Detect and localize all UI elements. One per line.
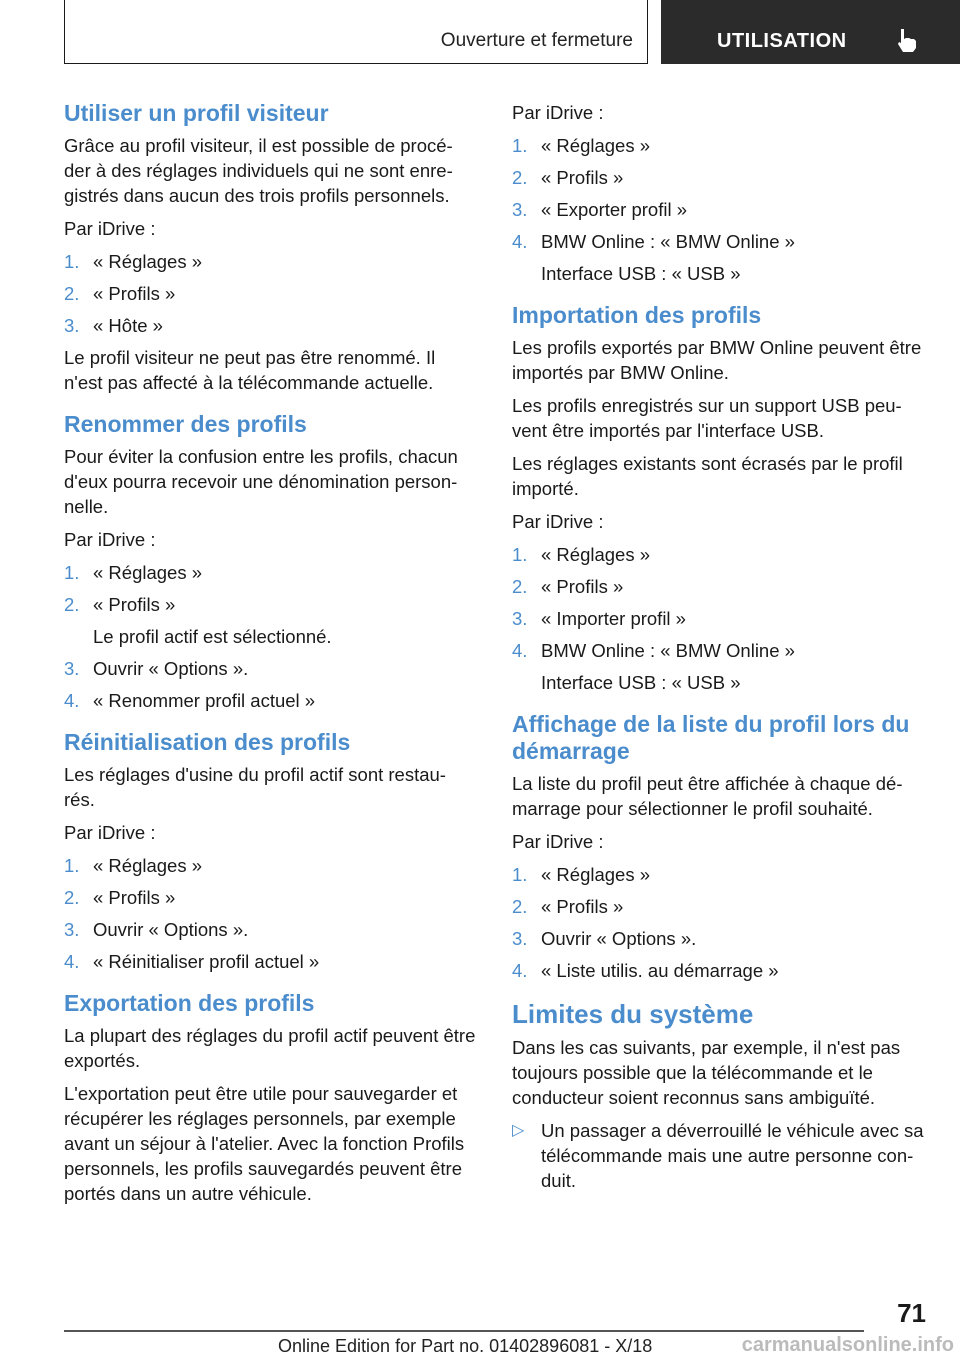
section-heading: Affichage de la liste du profil lors du démarrage: [512, 711, 910, 764]
step-item: [512, 862, 928, 887]
step-item: [512, 165, 928, 190]
paragraph: Le profil visiteur ne peut pas être renommé. Il n'est pas affecté à la télécommande actuelle.: [64, 347, 436, 393]
step-text: Ouvrir « Options ».: [93, 658, 249, 679]
paragraph: La plupart des réglages du profil actif peuvent être exportés.: [64, 1025, 476, 1071]
header-chapter-box: [661, 0, 960, 64]
right-column: [512, 100, 928, 1209]
paragraph: Par iDrive :: [512, 511, 604, 532]
step-number: 1.: [64, 855, 80, 876]
step-item: [512, 574, 928, 599]
step-item: [64, 917, 476, 942]
step-text: « Profils »: [541, 167, 624, 188]
bullet-text: Un passager a déverrouillé le véhicule avec sa télécommande mais une autre personne con-duit.: [541, 1120, 924, 1191]
section-heading: Renommer des profils: [64, 411, 307, 437]
step-number: 3.: [64, 658, 80, 679]
footer-rule: [64, 1330, 864, 1332]
section-heading: Importation des profils: [512, 302, 762, 328]
step-item: [64, 688, 476, 713]
step-text: « Renommer profil actuel »: [93, 690, 316, 711]
step-item: [512, 606, 928, 631]
step-item: [512, 229, 928, 254]
step-number: 2.: [512, 576, 528, 597]
step-item: [512, 197, 928, 222]
steps-list: [64, 560, 476, 713]
step-number: 4.: [512, 960, 528, 981]
section: [64, 990, 476, 1206]
paragraph: Les profils exportés par BMW Online peuvent être importés par BMW Online.: [512, 337, 922, 383]
step-text: « Profils »: [93, 594, 176, 615]
step-item: [64, 249, 476, 274]
section-heading: Exportation des profils: [64, 990, 315, 1016]
step-number: 4.: [512, 231, 528, 252]
step-subtext: Le profil actif est sélectionné.: [93, 626, 332, 647]
steps-list: [64, 853, 476, 974]
page-number: 71: [897, 1298, 926, 1328]
paragraph: Par iDrive :: [512, 831, 604, 852]
step-number: 3.: [64, 919, 80, 940]
step-item: [64, 592, 476, 617]
paragraph: Grâce au profil visiteur, il est possible de procé-der à des réglages individuels qui ne sont enre-gistrés dans aucun des trois profils personnels.: [64, 135, 453, 206]
step-text: BMW Online : « BMW Online »: [541, 640, 795, 661]
step-number: 4.: [512, 640, 528, 661]
step-number: 3.: [64, 315, 80, 336]
step-number: 2.: [64, 887, 80, 908]
paragraph: Par iDrive :: [64, 529, 156, 550]
step-item: [512, 638, 928, 663]
header-section-title: Ouverture et fermeture: [440, 30, 633, 51]
limits-heading: Limites du système: [512, 999, 754, 1029]
step-number: 2.: [512, 167, 528, 188]
step-number: 2.: [64, 283, 80, 304]
section: [64, 100, 476, 395]
step-text: « Réglages »: [93, 855, 203, 876]
paragraph: Les profils enregistrés sur un support USB peu-vent être importés par l'interface USB.: [512, 395, 902, 441]
step-text: Ouvrir « Options ».: [93, 919, 249, 940]
section: [64, 411, 476, 713]
step-number: 1.: [64, 562, 80, 583]
left-column: [64, 100, 476, 1222]
step-text: « Profils »: [93, 283, 176, 304]
steps-list: [512, 133, 928, 286]
section-heading: Réinitialisation des profils: [64, 729, 351, 755]
step-text: « Réglages »: [541, 864, 651, 885]
steps-list: [512, 542, 928, 695]
step-item: [512, 958, 928, 983]
step-item: [64, 885, 476, 910]
paragraph: Les réglages existants sont écrasés par le profil importé.: [512, 453, 903, 499]
step-text: « Réglages »: [541, 135, 651, 156]
section-heading: Utiliser un profil visiteur: [64, 100, 329, 126]
step-text: « Profils »: [541, 576, 624, 597]
step-number: 3.: [512, 928, 528, 949]
step-text: « Réglages »: [93, 251, 203, 272]
step-item: [64, 656, 476, 681]
step-number: 2.: [64, 594, 80, 615]
step-item: [64, 313, 476, 338]
step-text: BMW Online : « BMW Online »: [541, 231, 795, 252]
step-number: 2.: [512, 896, 528, 917]
section: [512, 302, 928, 695]
limits-text: Dans les cas suivants, par exemple, il n'est pas toujours possible que la télécommande et le conducteur soient reconnus sans ambiguïté.: [512, 1037, 901, 1108]
step-text: « Profils »: [93, 887, 176, 908]
header-section-box: [64, 0, 648, 64]
footer-edition: Online Edition for Part no. 01402896081 - X/18: [278, 1336, 653, 1356]
step-item: [512, 542, 928, 567]
step-item: [512, 894, 928, 919]
step-item: [64, 560, 476, 585]
step-text: « Profils »: [541, 896, 624, 917]
paragraph: Les réglages d'usine du profil actif sont restau-rés.: [64, 764, 446, 810]
step-number: 4.: [64, 951, 80, 972]
step-text: « Réinitialiser profil actuel »: [93, 951, 320, 972]
paragraph: Par iDrive :: [512, 102, 604, 123]
step-text: « Liste utilis. au démarrage »: [541, 960, 779, 981]
bullet-item: [512, 1118, 928, 1193]
step-number: 1.: [512, 135, 528, 156]
hand-pointer-icon: [893, 26, 921, 54]
step-text: « Hôte »: [93, 315, 163, 336]
limits-section: [512, 999, 928, 1193]
step-item: [64, 853, 476, 878]
step-number: 4.: [64, 690, 80, 711]
steps-list: [512, 862, 928, 983]
step-text: « Exporter profil »: [541, 199, 688, 220]
section: [512, 711, 928, 983]
paragraph: La liste du profil peut être affichée à chaque dé-marrage pour sélectionner le profil souhaité.: [512, 773, 903, 819]
step-number: 1.: [512, 864, 528, 885]
step-item: [512, 926, 928, 951]
header-chapter-title: UTILISATION: [717, 30, 847, 52]
paragraph: Pour éviter la confusion entre les profils, chacun d'eux pourra recevoir une dénomination person-nelle.: [64, 446, 458, 517]
step-item: [64, 949, 476, 974]
step-item: [64, 281, 476, 306]
triangle-bullet-icon: ▷: [512, 1122, 525, 1139]
paragraph: Par iDrive :: [64, 822, 156, 843]
watermark: carmanualsonline.info: [741, 1334, 954, 1356]
steps-list: [64, 249, 476, 338]
paragraph: L'exportation peut être utile pour sauvegarder et récupérer les réglages personnels, par exemple avant un séjour à l'atelier. Avec la fonction Profils personnels, les profils sauvegardés peuvent être portés dans un autre véhicule.: [64, 1083, 465, 1204]
step-text: « Importer profil »: [541, 608, 686, 629]
step-subtext: Interface USB : « USB »: [541, 672, 741, 693]
section: [512, 100, 928, 286]
step-number: 3.: [512, 608, 528, 629]
step-item: [512, 133, 928, 158]
step-text: Ouvrir « Options ».: [541, 928, 697, 949]
paragraph: Par iDrive :: [64, 218, 156, 239]
step-number: 1.: [64, 251, 80, 272]
step-text: « Réglages »: [541, 544, 651, 565]
step-number: 1.: [512, 544, 528, 565]
step-subtext: Interface USB : « USB »: [541, 263, 741, 284]
section: [64, 729, 476, 974]
step-number: 3.: [512, 199, 528, 220]
step-text: « Réglages »: [93, 562, 203, 583]
